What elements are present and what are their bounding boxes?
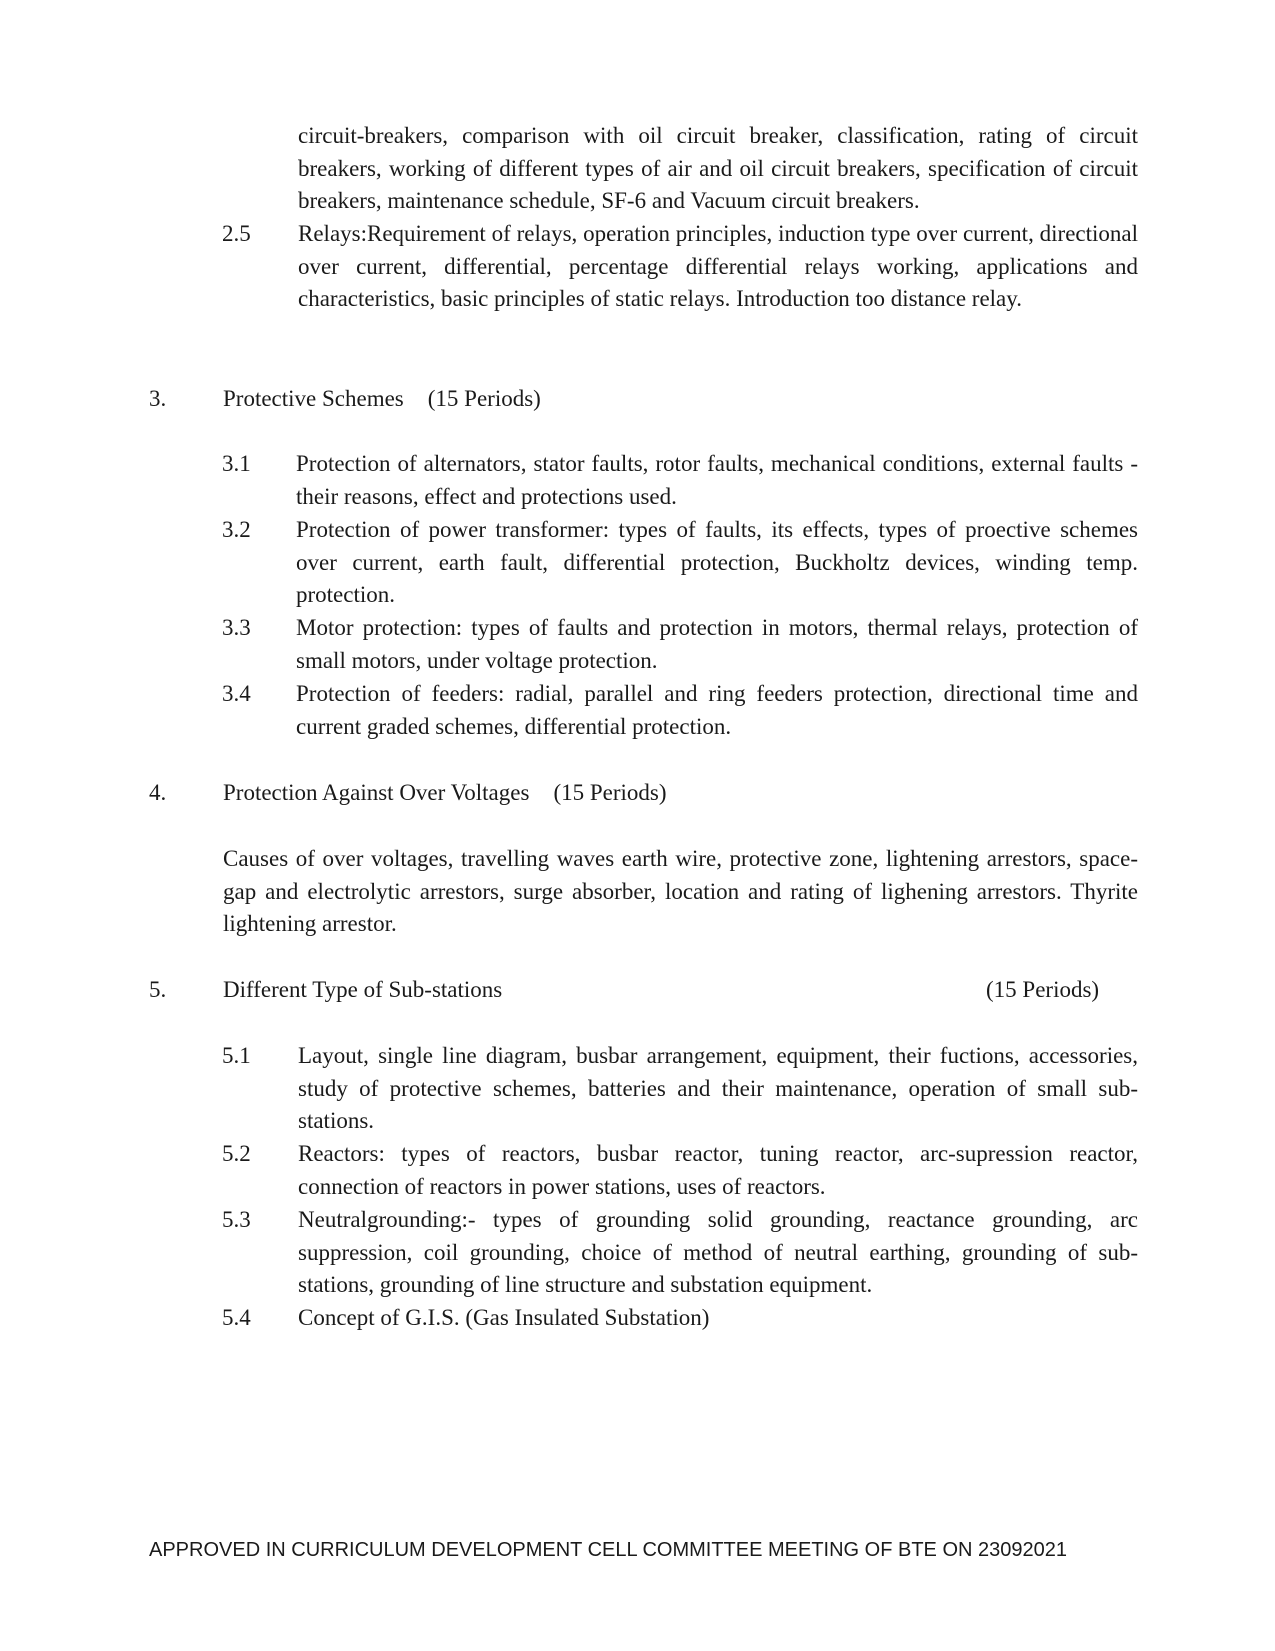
section-periods: (15 Periods) [553, 780, 667, 805]
section-number: 4. [149, 780, 167, 805]
item-number: 3.3 [222, 615, 251, 640]
item-text: Motor protection: types of faults and protection in motors, thermal relays, protection of small motors, under voltage protection. [296, 615, 1138, 673]
section-title-text: Different Type of Sub-stations [223, 977, 503, 1002]
item-text: Protection of feeders: radial, parallel and ring feeders protection, directional time and current graded schemes, differential protection. [296, 681, 1138, 739]
item-text: Relays:Requirement of relays, operation principles, induction type over current, directional over current, differential, percentage differential relays working, applications and characteristics, basic principles of static relays. Introduction too distance relay. [298, 221, 1138, 312]
section-title-text: Protection Against Over Voltages [223, 780, 530, 805]
item-number: 3.2 [222, 517, 251, 542]
section-4-body: Causes of over voltages, travelling waves earth wire, protective zone, lightening arrestors, space-gap and electrolytic arrestors, surge absorber, location and rating of lighening arrestors. Thyrite lightening arrestor. [223, 846, 1138, 937]
item-text: Neutralgrounding:- types of grounding solid grounding, reactance grounding, arc suppression, coil grounding, choice of method of neutral earthing, grounding of sub-stations, grounding of line structure and substation equipment. [298, 1207, 1138, 1298]
section-periods: (15 Periods) [986, 977, 1100, 1002]
approval-footer: APPROVED IN CURRICULUM DEVELOPMENT CELL COMMITTEE MEETING OF BTE ON 23092021 [149, 1539, 1067, 1561]
item-text: Layout, single line diagram, busbar arrangement, equipment, their fuctions, accessories, study of protective schemes, batteries and their maintenance, operation of small sub-stations. [298, 1043, 1138, 1134]
item-number: 5.4 [222, 1305, 251, 1330]
section-number: 3. [149, 386, 167, 411]
item-text: Protection of alternators, stator faults, rotor faults, mechanical conditions, external faults - their reasons, effect and protections used. [296, 451, 1138, 509]
item-number: 5.2 [222, 1141, 251, 1166]
item-number: 3.4 [222, 681, 251, 706]
section-periods: (15 Periods) [427, 386, 541, 411]
item-number: 5.3 [222, 1207, 251, 1232]
item-number: 5.1 [222, 1043, 251, 1068]
continuation-paragraph: circuit-breakers, comparison with oil circuit breaker, classification, rating of circuit breakers, working of different types of air and oil circuit breakers, specification of circuit breakers, maintenance schedule, SF-6 and Vacuum circuit breakers. [298, 123, 1138, 214]
item-number: 3.1 [222, 451, 251, 476]
item-number: 2.5 [222, 221, 251, 246]
section-title-text: Protective Schemes [223, 386, 404, 411]
item-text: Protection of power transformer: types of faults, its effects, types of proective schemes over current, earth fault, differential protection, Buckholtz devices, winding temp. protection. [296, 517, 1138, 608]
item-text: Concept of G.I.S. (Gas Insulated Substation) [298, 1305, 710, 1330]
section-number: 5. [149, 977, 167, 1002]
item-text: Reactors: types of reactors, busbar reactor, tuning reactor, arc-supression reactor, connection of reactors in power stations, uses of reactors. [298, 1141, 1138, 1199]
section-title [223, 777, 667, 810]
section-title [223, 383, 541, 416]
list-item [222, 218, 1138, 358]
